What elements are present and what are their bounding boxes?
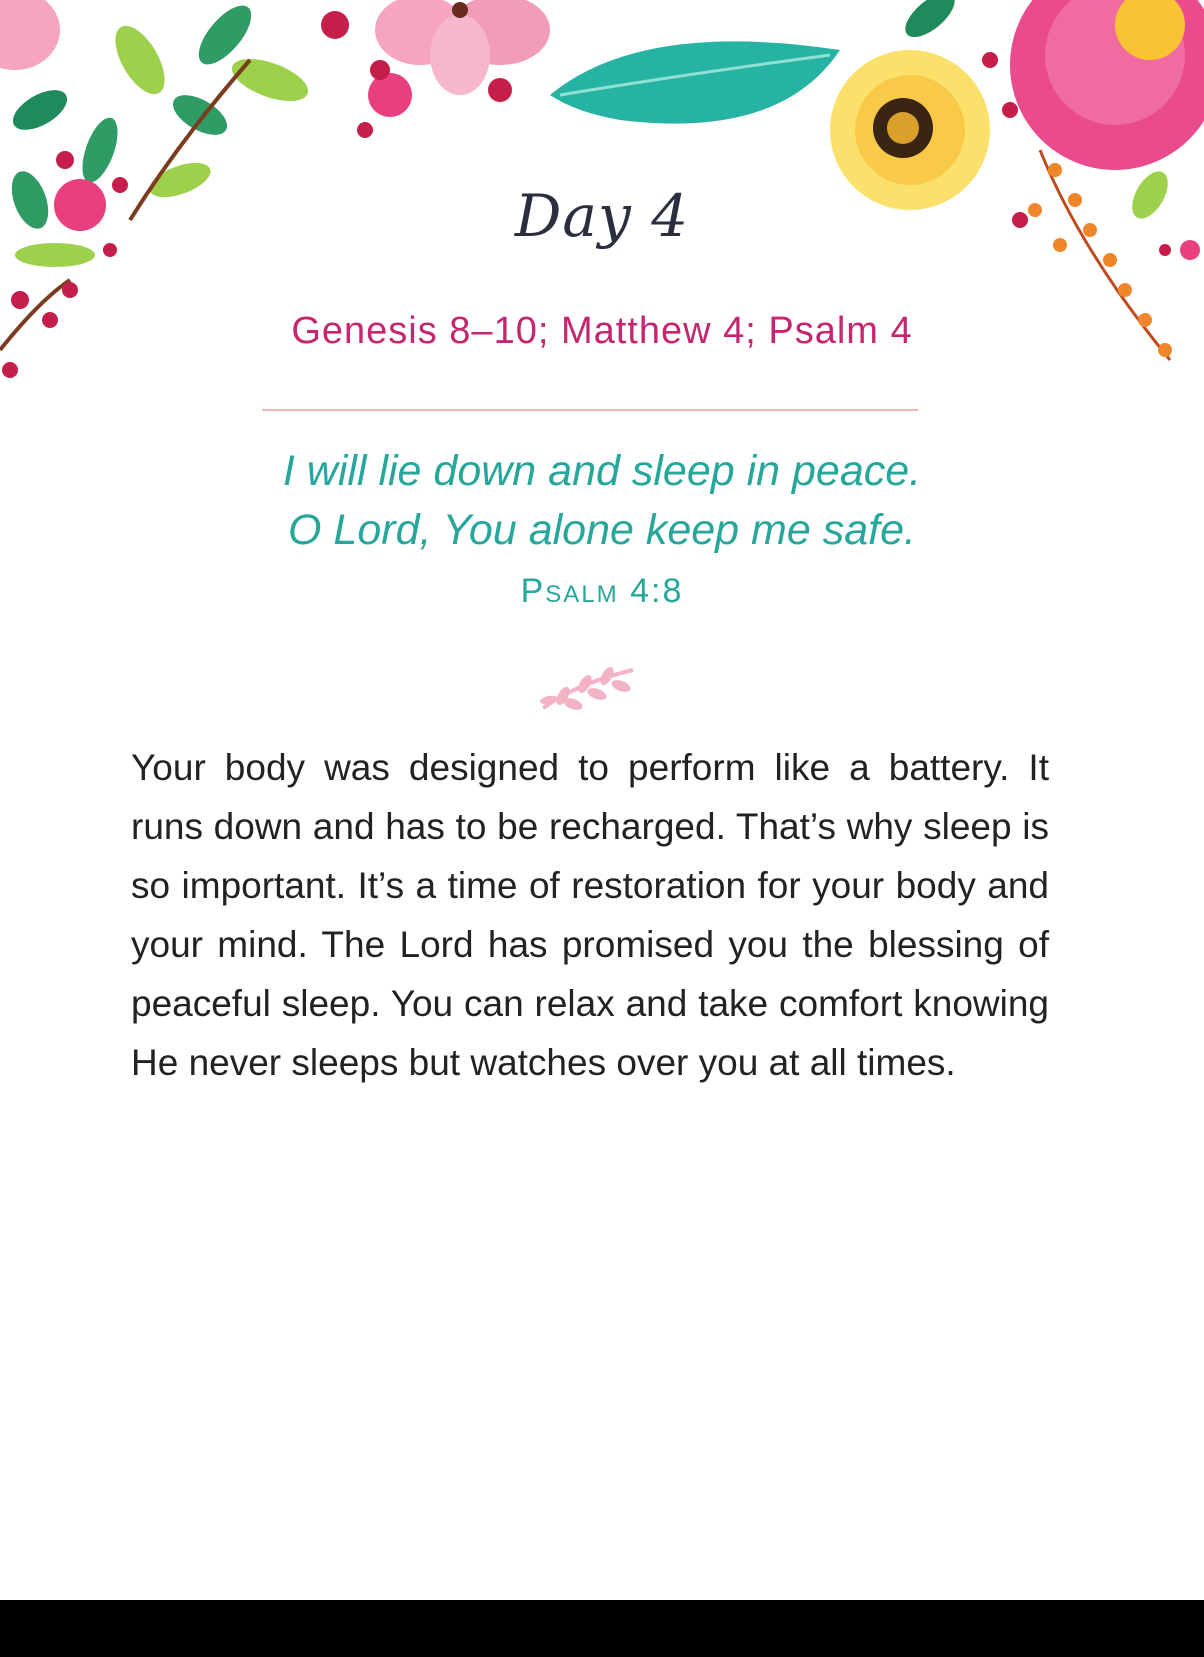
devotional-body: Your body was designed to perform like a battery. It runs down and has to be recharged. That’s why sleep is so important. It’s a time of restoration for your body and your mind. The Lord has promised you the blessing of peaceful sleep. You can relax and take comfort knowing He never sleeps but watches over you at all times. <box>131 747 1049 1083</box>
bottom-bar <box>0 1600 1204 1657</box>
day-title: Day 4 <box>514 182 690 250</box>
verse-reference: Psalm 4:8 <box>520 572 684 610</box>
divider-rule <box>262 409 918 411</box>
leaf-sprig-icon <box>535 652 639 714</box>
verse-line: O Lord, You alone keep me safe. <box>288 506 916 554</box>
verse-line: I will lie down and sleep in peace. <box>282 447 922 495</box>
key-verse <box>0 442 1204 560</box>
daily-readings: Genesis 8–10; Matthew 4; Psalm 4 <box>291 310 913 352</box>
